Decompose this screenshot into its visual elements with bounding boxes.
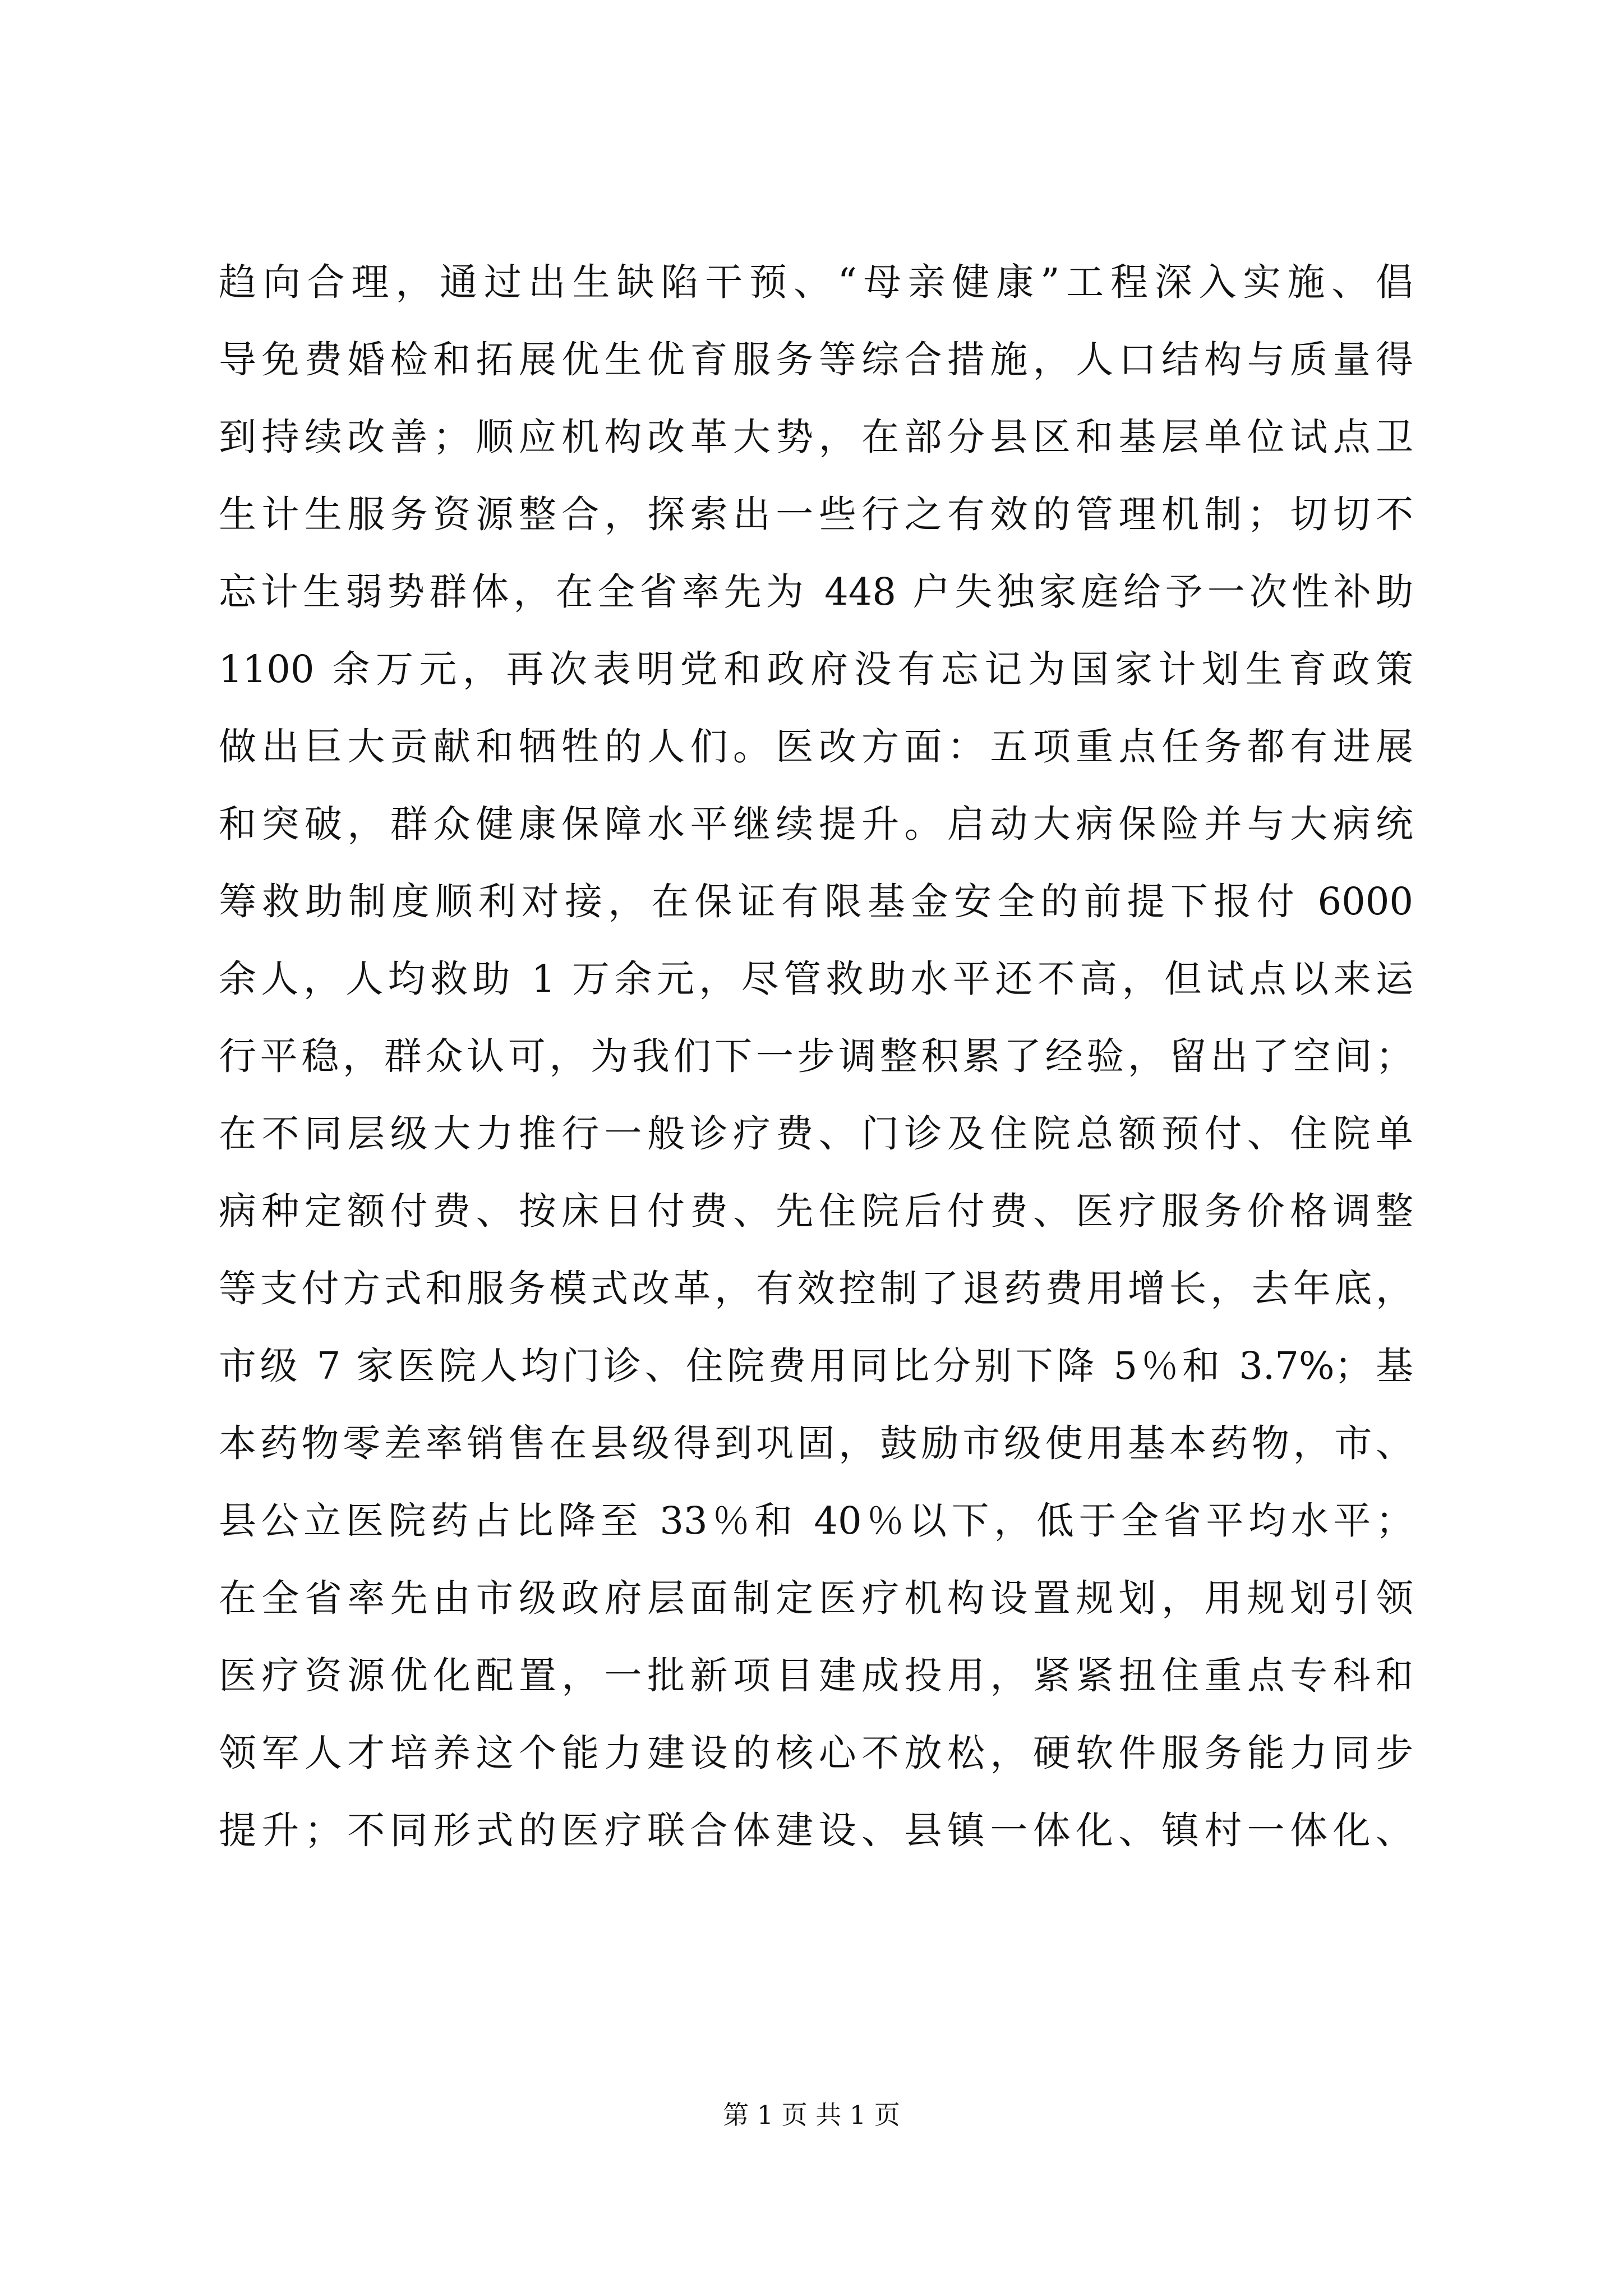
text-line: 等支付方式和服务模式改革，有效控制了退药费用增长，去年底，	[219, 1267, 1413, 1310]
text-line: 生计生服务资源整合，探索出一些行之有效的管理机制；切切不	[219, 493, 1413, 536]
text-line: 导免费婚检和拓展优生优育服务等综合措施，人口结构与质量得	[219, 338, 1413, 381]
text-line: 余人，人均救助 1 万余元，尽管救助水平还不高，但试点以来运	[219, 957, 1413, 1001]
text-line: 本药物零差率销售在县级得到巩固，鼓励市级使用基本药物，市、	[219, 1421, 1413, 1465]
text-line: 和突破，群众健康保障水平继续提升。启动大病保险并与大病统	[219, 802, 1413, 846]
text-line: 市级 7 家医院人均门诊、住院费用同比分别下降 5％和 3.7%；基	[219, 1344, 1413, 1388]
text-line: 筹救助制度顺利对接，在保证有限基金安全的前提下报付 6000	[219, 880, 1413, 923]
text-line: 行平稳，群众认可，为我们下一步调整积累了经验，留出了空间；	[219, 1034, 1413, 1078]
text-line: 病种定额付费、按床日付费、先住院后付费、医疗服务价格调整	[219, 1189, 1413, 1233]
page-footer	[0, 2098, 1623, 2132]
text-line: 趋向合理，通过出生缺陷干预、“母亲健康”工程深入实施、倡	[219, 260, 1413, 304]
text-line: 在全省率先由市级政府层面制定医疗机构设置规划，用规划引领	[219, 1576, 1413, 1620]
text-line: 在不同层级大力推行一般诊疗费、门诊及住院总额预付、住院单	[219, 1112, 1413, 1156]
text-line: 领军人才培养这个能力建设的核心不放松，硬软件服务能力同步	[219, 1731, 1413, 1775]
page-number-label: 第 1 页 共 1 页	[723, 2100, 900, 2130]
text-line: 到持续改善；顺应机构改革大势，在部分县区和基层单位试点卫	[219, 415, 1413, 459]
text-line: 忘计生弱势群体，在全省率先为 448 户失独家庭给予一次性补助	[219, 570, 1413, 614]
body-text	[219, 258, 1413, 1884]
text-line: 1100 余万元，再次表明党和政府没有忘记为国家计划生育政策	[219, 647, 1413, 691]
text-line: 医疗资源优化配置，一批新项目建成投用，紧紧扭住重点专科和	[219, 1654, 1413, 1697]
text-line: 提升；不同形式的医疗联合体建设、县镇一体化、镇村一体化、	[219, 1809, 1413, 1852]
text-line: 做出巨大贡献和牺牲的人们。医改方面：五项重点任务都有进展	[219, 725, 1413, 769]
text-line: 县公立医院药占比降至 33％和 40％以下，低于全省平均水平；	[219, 1499, 1413, 1543]
